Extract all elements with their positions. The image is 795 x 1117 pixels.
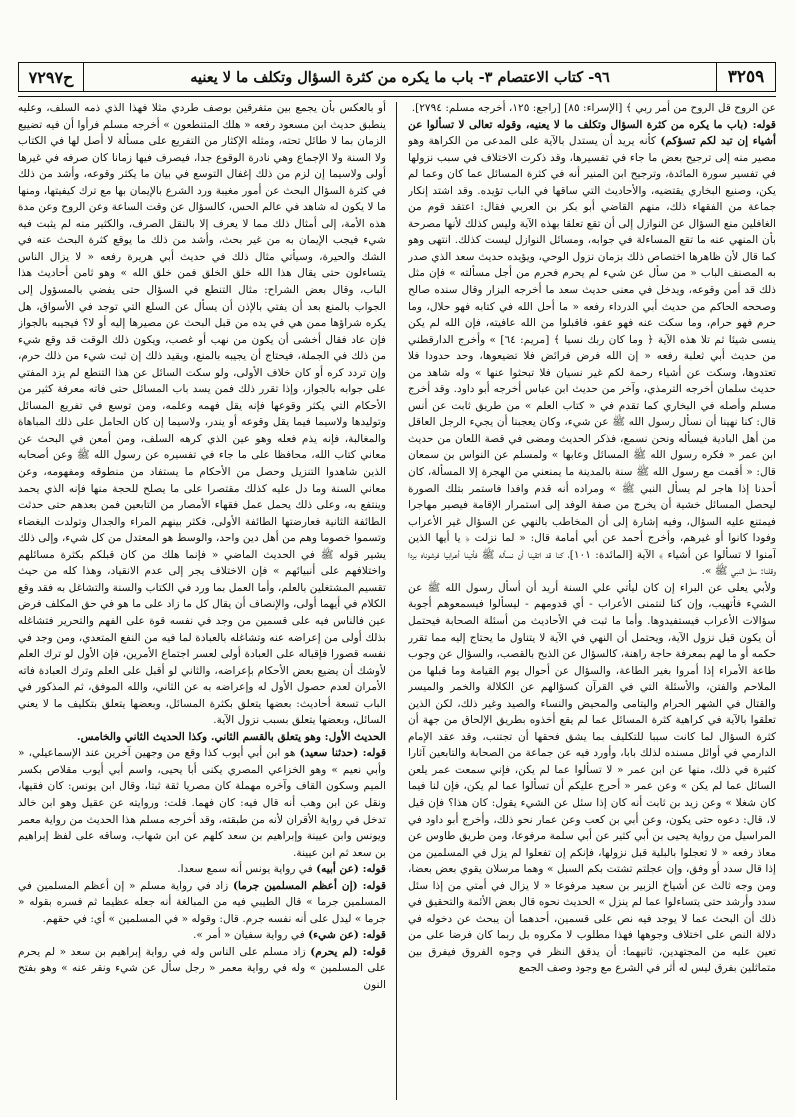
paragraph xyxy=(18,745,386,861)
hadith-number: ح٧٢٩٧ xyxy=(19,63,84,91)
running-header xyxy=(18,62,776,92)
column-divider xyxy=(386,100,408,1102)
page-number: ٣٢٥٩ xyxy=(716,63,775,91)
paragraph-text: هو ابن أبي أيوب كذا وقع من وجهين آخرين عند الإسماعيلي، « وأبي نعيم » وهو الخزاعي المصري يكنى أبا يحيى، واسم أبي أيوب مقلاص بكسر الميم وسكون القاف وآخره مهملة كان مصريا ثقة ثبتا، وقال ابن يونس: كان فقيها، ونقل عن ابن وهب أنه قال فيه: كان فهما. قلت: وروايته عن عقيل وهو ابن خالد تدخل في رواية الأقران لأنه من طبقته، وقد أخرجه مسلم هذا الحديث من رواية معمر ويونس وابن عيينة وإبراهيم بن سعد كلهم عن ابن شهاب، وساقه على لفظ إبراهيم بن سعد ثم ابن عيينة. xyxy=(18,747,386,859)
paragraph xyxy=(18,944,386,994)
paragraph xyxy=(18,927,386,944)
paragraph xyxy=(18,861,386,878)
paragraph: أو بالعكس بأن يجمع بين متفرقين بوصف طردي مثلا فهذا الذي ذمه السلف، وعليه ينطبق حديث ابن مسعود رفعه « هلك المتنطعون » أخرجه مسلم فرأوا أن فيه تضييع الزمان بما لا طائل تحته، ومثله الإكثار من التفريع على مسألة لا أصل لها في الكتاب ولا السنة ولا الإجماع وهي نادرة الوقوع جدا، فيصرف فيها زمانا كان صرفه في غيرها أولى ولاسيما إن لزم من ذلك إغفال التوسع في بيان ما يكثر وقوعه، وأشد من ذلك في كثرة السؤال البحث عن أمور مغيبة ورد الشرع بالإيمان بها مع ترك كيفيتها، ومنها ما لا يكون له شاهد في عالم الحس، كالسؤال عن وقت الساعة وعن الروح وعن مدة هذه الأمة، إلى أمثال ذلك مما لا يعرف إلا بالنقل الصرف، والكثير منه لم يثبت فيه شيء فيجب الإيمان به من غير بحث، وأشد من ذلك ما يوقع كثرة البحث عنه في الشك والحيرة، وسيأتي مثال ذلك في حديث أبي هريرة رفعه « لا يزال الناس يتساءلون حتى يقال هذا الله خلق الخلق فمن خلق الله » وهو ثامن أحاديث هذا الباب، وقال بعض الشراح: مثال التنطع في السؤال حتى يفضي بالمسؤول إلى الجواب بالمنع بعد أن يفتي بالإذن أن يسأل عن السلع التي توجد في الأسواق، هل يكره شراؤها ممن هي في يده من قبل البحث عن مصيرها إليه أو لا؟ فيجيبه بالجواز فإن عاد فقال أخشى أن يكون من نهب أو غصب، ويكون ذلك الوقت قد وقع شيء من ذلك في الجملة، فيحتاج أن يجيبه بالمنع، ويقيد ذلك إن ثبت شيء من ذلك حرم، وإن تردد كره أو كان خلاف الأولى، ولو سكت السائل عن هذا التنطع لم يزد المفتي على جوابه بالجواز، وإذا تقرر ذلك فمن يسد باب المسائل حتى فاته معرفة كثير من الأحكام التي يكثر وقوعها فإنه يقل فهمه وعلمه، ومن توسع في تفريع المسائل وتوليدها ولاسيما فيما يقل وقوعه أو يندر، ولاسيما إن كان الحامل على ذلك المباهاة والمغالبة، فإنه يذم فعله وهو عين الذي كرهه السلف، ومن أمعن في البحث عن معاني كتاب الله، محافظا على ما جاء في تفسيره عن رسول الله ﷺ وعن أصحابه الذين شاهدوا التنزيل وحصل من الأحكام ما يستفاد من منطوقه ومفهومه، وعن معاني السنة وما دل عليه كذلك مقتصرا على ما يصلح للحجة منها فإنه الذي يحمد وينتفع به، وعلى ذلك يحمل عمل فقهاء الأمصار من التابعين فمن بعدهم حتى حدثت الطائفة الثانية فعارضتها الطائفة الأولى، فكثر بينهم المراء والجدال وتولدت البغضاء وتسموا خصوما وهم من أهل دين واحد، والوسط هو المعتدل من كل شيء، وإلى ذلك يشير قوله ﷺ في الحديث الماضي « فإنما هلك من كان قبلكم بكثرة مسائلهم واختلافهم على أنبيائهم » فإن الاختلاف يجر إلى عدم الانقياد، وهذا كله من حيث تقسيم المشتغلين بالعلم، وأما العمل بما ورد في الكتاب والسنة والتشاغل به فقد وقع الكلام في أيهما أولى، والإنصاف أن يقال كل ما زاد على ما هو في حق المكلف فرض عين فالناس فيه على قسمين من وجد في نفسه قوة على الفهم والتحرير فتشاغله بذلك أولى من إعراضه عنه وتشاغله بالعبادة لما فيه من النفع المتعدي، ومن وجد في نفسه قصورا فإقباله على العبادة أولى لعسر اجتماع الأمرين، فإن الأول لو ترك العلم لأوشك أن يضيع بعض الأحكام بإعراضه، والثاني لو أقبل على العلم وترك العبادة فاته الأمران لعدم حصول الأول له وإعراضه به عن الثاني، والله الموفق، ثم المذكور في الباب تسعة أحاديث: بعضها يتعلق بكثرة المسائل، وبعضها يتعلق بتكليف ما لا يعني السائل، وبعضها يتعلق بسبب نزول الآية. xyxy=(18,102,386,727)
paragraph-text: في رواية يونس أنه سمع سعدا. xyxy=(177,863,313,876)
paragraph-text: كأنه يريد أن يستدل بالآية على المدعى من الكراهة وهو مصير منه إلى ترجيح بعض ما جاء في تفسيرها، وقد ذكرت الاختلاف في سبب نزولها في تفسير سورة المائدة، وترجيح ابن المنير أنه في كثرة المسائل عما كان وعما لم يكن، وصنيع البخاري يقتضيه، والأحاديث التي ساقها في الباب تؤيده. وقد اشتد إنكار جماعة من الفقهاء ذلك، منهم القاضي أبو بكر بن العربي فقال: اعتقد قوم من الغافلين منع السؤال عن النوازل إلى أن تقع تعلقا بهذه الآية وليس كذلك لأنها مصرحة بأن المنهي عنه ما تقع المساءلة في جوابه، ومسائل النوازل ليست كذلك. انتهى وهو كما قال لأن ظاهرها اختصاص ذلك بزمان نزول الوحي، ويؤيده حديث سعد الذي صدر به المصنف الباب « من سأل عن شيء لم يحرم فحرم من أجل مسألته » فإن مثل ذلك قد أمن وقوعه، ويدخل في معنى حديث سعد ما أخرجه البزار وقال سنده صالح وصححه الحاكم من حديث أبي الدرداء رفعه « ما أحل الله في كتابه فهو حلال، وما حرم فهو حرام، وما سكت عنه فهو عفو، فاقبلوا من الله عافيته، فإن الله لم يكن ينسى شيئا ثم تلا هذه الآية ﴿ وما كان ربك نسيا ﴾ [مريم: ٦٤] » وأخرج الدارقطني من حديث أبي ثعلبة رفعه « إن الله فرض فرائض فلا تضيعوها، وحد حدودا فلا تعتدوها، وسكت عن أشياء رحمة لكم غير نسيان فلا تبحثوا عنها » وله شاهد من حديث سلمان أخرجه الترمذي، وآخر من حديث ابن عباس أخرجه أبو داود. وقد أخرج مسلم وأصله في البخاري كما تقدم في « كتاب العلم » من طريق ثابت عن أنس قال: كنا نهينا أن نسأل رسول الله ﷺ عن شيء، وكان يعجبنا أن يجيء الرجل العاقل من أهل البادية فيسأله ونحن نسمع، فذكر الحديث ومضى في قصة اللعان من حديث ابن عمر « فكره رسول الله ﷺ المسائل وعابها » ولمسلم عن النواس بن سمعان قال: « أقمت مع رسول الله ﷺ سنة بالمدينة ما يمنعني من الهجرة إلا المسألة، كان أحدنا إذا هاجر لم يسأل النبي ﷺ » ومراده أنه قدم وافدا فاستمر بتلك الصورة ليحصل المسائل خشية أن يخرج من صفة الوفد إلى استمرار الإقامة فيصير مهاجرا فيمتنع عليه السؤال، وفيه إشارة إلى أن المخاطب بالنهي عن السؤال غير الأعراب وفودا كانوا أو غيرهم، وأخرج أحمد عن أبي أمامة قال: « لما نزلت ﴿ يا أيها الذين آمنوا لا تسألوا عن أشياء ﴾ الآية [المائدة: ١٠١]، كنا قد اتقينا أن نسأله ﷺ فأتينا أعرابيا فرشوناه بردا وقلنا: سل النبي ﷺ ». xyxy=(408,135,776,578)
quote-label: قوله: (حدثنا سعيد) xyxy=(299,747,386,760)
chapter-heading: قوله: (باب ما يكره من كثرة السؤال وتكلف ما لا يعنيه، وقوله تعالى لا تسألوا عن أشياء إن تبد لكم تسؤكم) xyxy=(408,118,776,148)
paragraph xyxy=(408,117,776,580)
quote-label: قوله: (عن شيء) xyxy=(308,929,386,942)
header-rule xyxy=(18,96,776,97)
section-heading: الحديث الأول: وهو يتعلق بالقسم الثاني. وكذا الحديث الثاني والخامس. xyxy=(76,730,386,743)
left-column xyxy=(18,100,386,1102)
running-title: ٩٦- كتاب الاعتصام ٣- باب ما يكره من كثرة السؤال وتكلف ما لا يعنيه xyxy=(190,68,610,86)
verse-citation: عن الروح قل الروح من أمر ربي ﴾ [الإسراء: ٨٥] [راجع: ١٢٥، أخرجه مسلم: ٢٧٩٤]. xyxy=(411,102,776,114)
two-column-body xyxy=(18,100,776,1102)
right-column xyxy=(408,100,776,1102)
quote-label: قوله: (إن أعظم المسلمين جرما) xyxy=(232,879,386,892)
quote-label: قوله: (لم يحرم) xyxy=(310,945,386,958)
paragraph-text: زاد مسلم على الناس وله في رواية إبراهيم بن سعد « لم يحرم على المسلمين » وله في رواية معمر « رجل سأل عن شيء ونقر عنه » وهو بفتح النون xyxy=(18,945,386,991)
paragraph: ولأبي يعلى عن البراء إن كان ليأتي علي السنة أريد أن أسأل رسول الله ﷺ عن الشيء فأتهيب، وإن كنا لنتمنى الأعراب - أي قدومهم - ليسألوا فيسمعوهم أجوبة سؤالات الأعراب فيستفيدوها. وأما ما ثبت في الأحاديث من أسئلة الصحابة فيحتمل أن يكون قبل نزول الآية، ويحتمل أن النهي في الآية لا يتناول ما يحتاج إليه مما تقرر حكمه أو ما لهم بمعرفة حاجة راهنة، كالسؤال عن الذبح بالقصب، والسؤال عن وجوب طاعة الأمراء إذا أمروا بغير الطاعة، والسؤال عن أحوال يوم القيامة وما قبلها من الملاحم والفتن، والأسئلة التي في القرآن كسؤالهم عن الكلالة والخمر والميسر والقتال في الشهر الحرام واليتامى والمحيض والنساء والصيد وغير ذلك، لكن الذين تعلقوا بالآية في كراهية كثرة المسائل عما لم يقع أخذوه بطريق الإلحاق من جهة أن كثرة السؤال لما كانت سببا للتكليف بما يشق فحقها أن تجتنب، وقد عقد الإمام الدارمي في أوائل مسنده لذلك بابا، وأورد فيه عن جماعة من الصحابة والتابعين آثارا كثيرة في ذلك، منها عن ابن عمر « لا تسألوا عما لم يكن، فإني سمعت عمر يلعن السائل عما لم يكن » وعن عمر « أحرج عليكم أن تسألوا عما لم يكن، فإن لنا فيما كان شغلا » وعن زيد بن ثابت أنه كان إذا سئل عن الشيء يقول: كان هذا؟ فإن قيل لا، قال: دعوه حتى يكون، وعن أبي بن كعب وعن عمار نحو ذلك، وأخرج أبو داود في المراسيل من رواية يحيى بن أبي كثير عن أبي سلمة مرفوعا، ومن طريق طاوس عن معاذ رفعه « لا تعجلوا بالبلية قبل نزولها، فإنكم إن تفعلوا لم يزل في المسلمين من إذا قال سدد أو وفق، وإن عجلتم تشتت بكم السبل » وهما مرسلان يقوي بعض بعضا، ومن وجه ثالث عن أشياخ الزبير بن سعيد مرفوعا « لا يزال في أمتي من إذا سئل سدد وأرشد حتى يتساءلوا عما لم ينزل » الحديث نحوه قال بعض الأئمة والتحقيق في ذلك أن البحث عما لا يوجد فيه نص على قسمين، أحدهما أن يبحث عن دخوله في دلالة النص على اختلاف وجوهها فهذا مطلوب لا مكروه بل ربما كان فرضا على من تعين عليه من المجتهدين، ثانيهما: أن يدقق النظر في وجوه الفروق فيفرق بين متماثلين بفرق ليس له أثر في الشرع مع وجود وصف الجمع xyxy=(408,581,776,975)
paragraph xyxy=(18,878,386,928)
paragraph-text: زاد في رواية مسلم « إن أعظم المسلمين في المسلمين جرما » قال الطيبي فيه من المبالغة أنه جعله عظيما ثم فسره بقوله « جرما » ليدل على أنه نفسه جرم. قال: وقوله « في المسلمين » أي: في حقهم. xyxy=(18,879,386,925)
paragraph-text: في رواية سفيان « أمر ». xyxy=(193,929,305,942)
quote-label: قوله: (عن أبيه) xyxy=(316,863,386,876)
